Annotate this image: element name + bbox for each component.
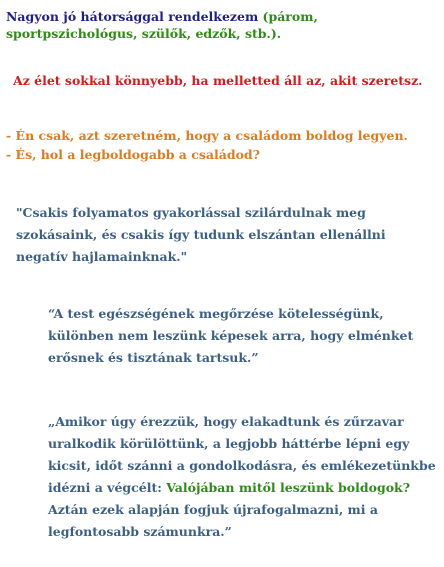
quote-goal-part1: „Amikor úgy érezzük, hogy elakadtunk és zűrzavar uralkodik körülöttünk, a legjobb háttérbe lépni egy kicsit, időt szánni a gondolkodásra, és emlékezetünkbe idézni a végcélt: <box>48 414 436 495</box>
intro-lead: Nagyon jó hátorsággal rendelkezem <box>6 9 259 24</box>
red-statement: Az élet sokkal könnyebb, ha melletted áll az, akit szeretsz. <box>13 73 423 88</box>
quote-goal-highlight: Valójában mitől leszünk boldogok? <box>166 480 411 495</box>
quote-goal <box>48 411 440 543</box>
intro-detail: (párom, sportpszichológus, szülők, edzők, stb.). <box>6 9 318 41</box>
dialogue-line: - Én csak, azt szeretném, hogy a családom boldog legyen. <box>6 128 408 143</box>
intro-paragraph <box>6 8 436 42</box>
dialogue <box>6 126 436 164</box>
quote-habits: "Csakis folyamatos gyakorlással szilárdulnak meg szokásaink, és csakis így tudunk elszántan ellenállni negatív hajlamainknak." <box>16 205 386 264</box>
quote-goal-part2: Aztán ezek alapján fogjuk újrafogalmazni, mi a legfontosabb számunkra.” <box>48 502 378 539</box>
dialogue-line: - És, hol a legboldogabb a családod? <box>6 147 260 162</box>
quote-health: “A test egészségének megőrzése kötelességünk, különben nem leszünk képesek arra, hogy elménket erősnek és tisztának tartsuk.” <box>48 306 414 365</box>
